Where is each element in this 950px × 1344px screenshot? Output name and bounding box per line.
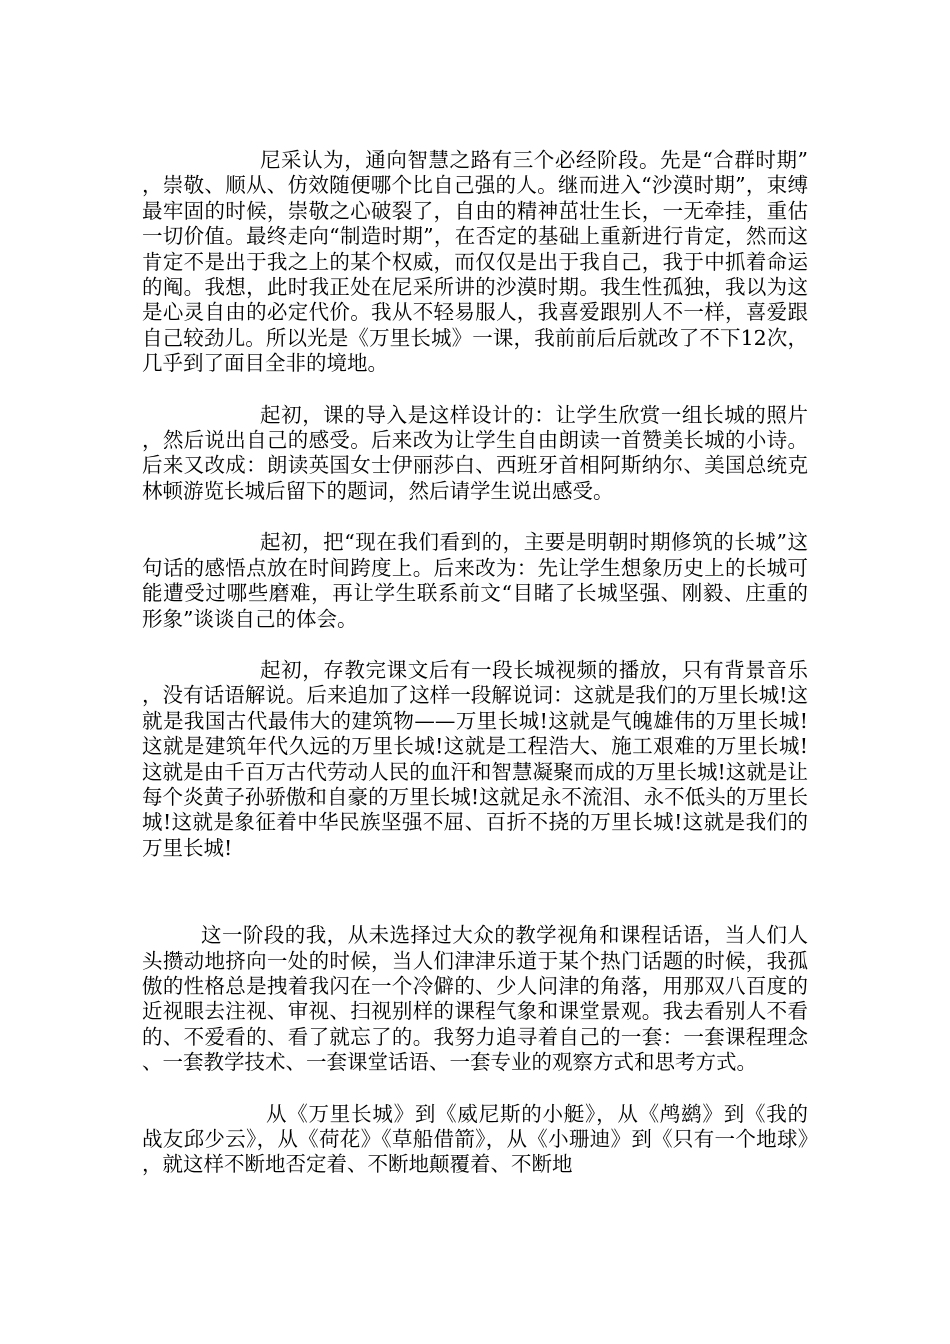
paragraph-teaching-perspective: 这一阶段的我，从未选择过大众的教学视角和课程话语，当人们人头攒动地挤向一处的时候，当人们津津乐道于某个热门话题的时候，我孤傲的性格总是拽着我闪在一个冷僻的、少人问津的角落，用那双八百度的近视眼去注视、审视、扫视别样的课程气象和课堂景观。我去看别人不看的、不爱看的、看了就忘了的。我努力追寻着自己的一套：一套课程理念、一套教学技术、一套课堂话语、一套专业的观察方式和思考方式。 — [142, 923, 808, 1075]
paragraph-lesson-list: 从《万里长城》到《威尼斯的小艇》，从《鸬鹚》到《我的战友邱少云》，从《荷花》《草船借箭》，从《小珊迪》到《只有一个地球》，就这样不断地否定着、不断地颠覆着、不断地 — [142, 1101, 808, 1177]
paragraph-insight-point: 起初，把“现在我们看到的，主要是明朝时期修筑的长城”这句话的感悟点放在时间跨度上。后来改为：先让学生想象历史上的长城可能遭受过哪些磨难，再让学生联系前文“目睹了长城坚强、刚毅、庄重的形象”谈谈自己的体会。 — [142, 530, 808, 631]
document-body — [142, 148, 808, 1178]
paragraph-lesson-introduction: 起初，课的导入是这样设计的：让学生欣赏一组长城的照片，然后说出自己的感受。后来改为让学生自由朗读一首赞美长城的小诗。后来又改成：朗读英国女士伊丽莎白、西班牙首相阿斯纳尔、美国总统克林顿游览长城后留下的题词，然后请学生说出感受。 — [142, 402, 808, 503]
paragraph-nietzsche-stages: 尼采认为，通向智慧之路有三个必经阶段。先是“合群时期”，崇敬、顺从、仿效随便哪个比自己强的人。继而进入“沙漠时期”，束缚最牢固的时候，崇敬之心破裂了，自由的精神茁壮生长，一无牵挂，重估一切价值。最终走向“制造时期”，在否定的基础上重新进行肯定，然而这肯定不是出于我之上的某个权威，而仅仅是出于我自己，我于中抓着命运的阄。我想，此时我正处在尼采所讲的沙漠时期。我生性孤独，我以为这是心灵自由的必定代价。我从不轻易服人，我喜爱跟别人不一样，喜爱跟自己较劲儿。所以光是《万里长城》一课，我前前后后就改了不下12次，几乎到了面目全非的境地。 — [142, 148, 808, 376]
paragraph-video-narration: 起初，存教完课文后有一段长城视频的播放，只有背景音乐，没有话语解说。后来追加了这样一段解说词：这就是我们的万里长城!这就是我国古代最伟大的建筑物——万里长城!这就是气魄雄伟的万里长城!这就是建筑年代久远的万里长城!这就是工程浩大、施工艰难的万里长城!这就是由千百万古代劳动人民的血汗和智慧凝聚而成的万里长城!这就是让每个炎黄子孙骄傲和自豪的万里长城!这就足永不流泪、永不低头的万里长城!这就是象征着中华民族坚强不屈、百折不挠的万里长城!这就是我们的万里长城! — [142, 657, 808, 860]
